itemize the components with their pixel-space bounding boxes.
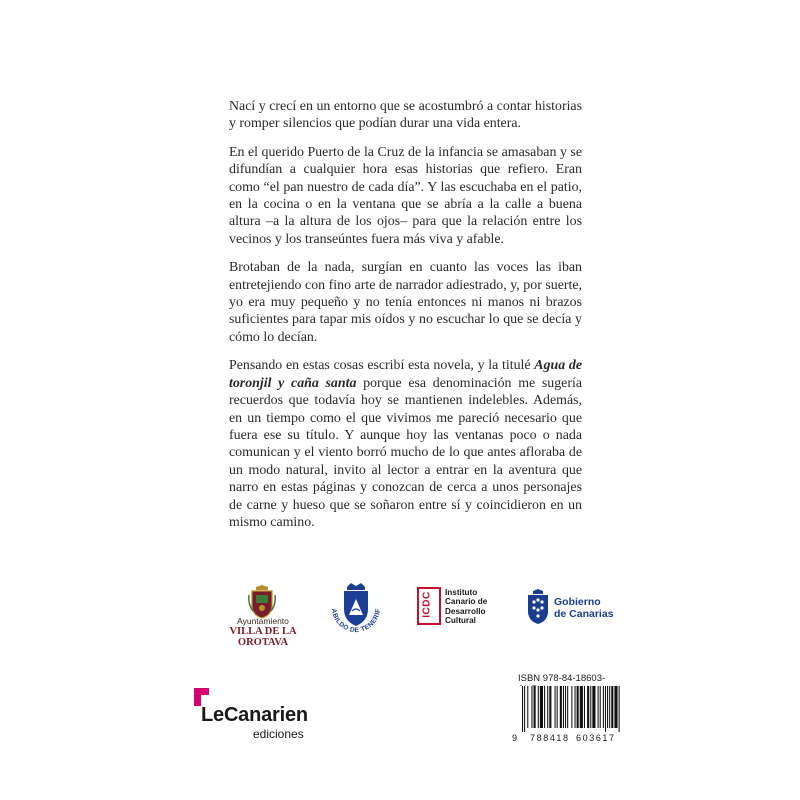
blurb-paragraph-2: En el querido Puerto de la Cruz de la infancia se amasaban y se difundían a cualquier hora esas historias que refiero. Eran como “el pan nuestro de cada día”. Y las escuchaba en el patio, en la cocina o en la ventana que se abría a la calle a buena altura –a la altura de los ojos– para que la relación entre los vecinos y los transeúntes fuera más viva y afable. bbox=[229, 144, 582, 247]
blurb-paragraph-3: Brotaban de la nada, surgían en cuanto las voces las iban entretejiendo con fino arte de narrador adiestrado, y, por suerte, yo era muy pequeño y no tenía entonces ni manos ni brazos suficientes para tapar mis oídos y no escuchar lo que se decía y cómo lo decían. bbox=[229, 260, 582, 345]
orotava-line-1: Ayuntamiento bbox=[237, 616, 289, 626]
barcode-bars bbox=[510, 686, 624, 732]
barcode-bar bbox=[614, 686, 617, 728]
publisher-name: LeCanarien bbox=[201, 704, 308, 726]
barcode bbox=[510, 686, 624, 742]
book-title: Agua de toronjil y caña santa bbox=[229, 358, 582, 391]
publisher-logo bbox=[190, 684, 340, 741]
barcode-bar bbox=[575, 686, 576, 728]
barcode-digit-first: 9 bbox=[512, 733, 518, 743]
barcode-bar bbox=[557, 686, 558, 728]
icdc-name bbox=[445, 588, 517, 626]
orotava-line-2: VILLA DE LA OROTAVA bbox=[229, 626, 297, 648]
blurb-p4-start: Pensando en estas cosas escribí esta novela, y la titulé bbox=[229, 358, 535, 374]
barcode-bar bbox=[600, 686, 601, 728]
barcode-bar bbox=[592, 686, 595, 728]
icdc-line-2: Canario de bbox=[445, 597, 488, 607]
barcode-bar bbox=[544, 686, 545, 728]
barcode-bar bbox=[611, 686, 613, 728]
barcode-bar bbox=[538, 686, 539, 728]
blurb-paragraph-1: Nací y crecí en un entorno que se acostumbró a contar historias y romper silencios que podían durar una vida entera. bbox=[229, 99, 582, 132]
barcode-bar bbox=[565, 686, 566, 728]
cabildo-emblem-icon bbox=[325, 581, 387, 643]
barcode-digits-left: 788418 bbox=[530, 733, 570, 743]
barcode-bar bbox=[603, 686, 604, 728]
barcode-bar bbox=[547, 686, 548, 728]
barcode-bar bbox=[609, 686, 610, 728]
barcode-bar bbox=[527, 686, 528, 728]
orotava-logo bbox=[217, 585, 309, 648]
barcode-bar bbox=[584, 686, 585, 728]
icdc-line-3: Desarrollo bbox=[445, 606, 486, 616]
icdc-acronym: ICDC bbox=[421, 591, 433, 618]
cabildo-logo bbox=[325, 581, 387, 643]
barcode-bar bbox=[563, 686, 564, 728]
gobierno-line-1: Gobierno bbox=[554, 596, 601, 608]
barcode-bar bbox=[522, 686, 523, 732]
barcode-bar bbox=[549, 686, 551, 728]
barcode-bar bbox=[560, 686, 562, 728]
barcode-bar bbox=[534, 686, 536, 728]
isbn-label: ISBN 978-84-18603- bbox=[518, 673, 606, 684]
barcode-bar bbox=[567, 686, 568, 728]
barcode-bar bbox=[540, 686, 543, 728]
icdc-line-4: Cultural bbox=[445, 616, 476, 626]
gobierno-logo bbox=[526, 589, 616, 629]
barcode-bar bbox=[580, 686, 583, 728]
gobierno-line-2: de Canarias bbox=[554, 607, 614, 620]
cover-blurb bbox=[229, 98, 582, 542]
barcode-bar bbox=[619, 686, 620, 732]
barcode-bar bbox=[531, 686, 532, 728]
canarias-shield-icon bbox=[526, 589, 550, 625]
barcode-bar bbox=[555, 686, 556, 728]
barcode-bar bbox=[587, 686, 589, 728]
orotava-crest-icon bbox=[248, 585, 276, 619]
barcode-bar bbox=[607, 686, 608, 728]
barcode-digits-right: 603617 bbox=[576, 733, 616, 743]
icdc-logo bbox=[417, 587, 509, 629]
barcode-bar bbox=[571, 686, 572, 728]
barcode-bar bbox=[598, 686, 599, 728]
blurb-p4-end: porque esa denominación me sugería recuerdos que todavía hoy se mantienen indelebles. Además, en un tiempo como el que vivimos me pareció necesario que fuera ese su título. Y aunque hoy las ventanas poco o nada comunican y el viento borró mucho de lo que antes afloraba de un modo natural, invito al lector a entrar en la aventura que narro en estas páginas y conozcan de cerca a unos personajes de carne y hueso que se soñaron entre sí y coincidieron en un mismo camino. bbox=[229, 375, 582, 530]
blurb-paragraph-4 bbox=[229, 357, 582, 531]
gobierno-name bbox=[554, 597, 624, 620]
publisher-subtitle: ediciones bbox=[253, 727, 304, 741]
barcode-bar bbox=[590, 686, 591, 728]
svg-text:CABILDO DE TENERIFE: ABILDO DE TENERIF bbox=[329, 607, 383, 635]
barcode-bar bbox=[605, 686, 606, 732]
icdc-line-1: Instituto bbox=[445, 588, 478, 597]
barcode-bar bbox=[577, 686, 579, 728]
barcode-bar bbox=[524, 686, 525, 732]
